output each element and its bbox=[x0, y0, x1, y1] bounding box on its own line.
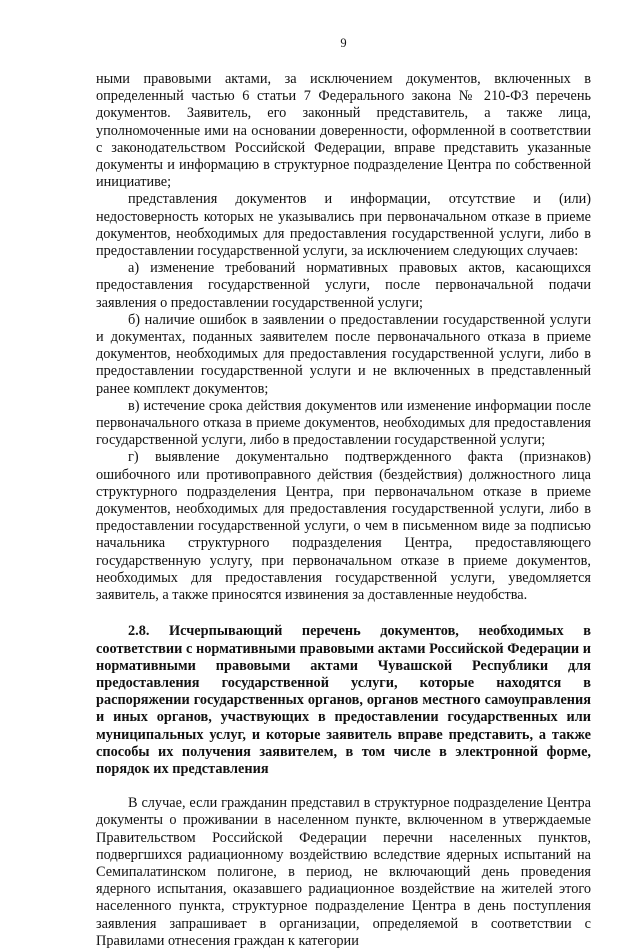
paragraph-item-a: а) изменение требований нормативных правовых актов, касающихся предоставления государственной услуги, после первоначальной подачи заявления о предоставлении государственной услуги; bbox=[96, 260, 591, 311]
paragraph-2: представления документов и информации, отсутствие и (или) недостоверность которых не указывались при первоначальном отказе в приеме документов, необходимых для предоставления государственной услуги, либо в предоставлении государственной услуги, за исключением следующих случаев: bbox=[96, 191, 591, 260]
paragraph-1: ными правовыми актами, за исключением документов, включенных в определенный частью 6 статьи 7 Федерального закона № 210-ФЗ перечень документов. Заявитель, его законный представитель, а также лица, уполномоченные ими на основании доверенности, оформленной в соответствии с законодательством Российской Федерации, вправе представить указанные документы и информацию в структурное подразделение Центра по собственной инициативе; bbox=[96, 71, 591, 191]
paragraph-item-b: б) наличие ошибок в заявлении о предоставлении государственной услуги и документах, поданных заявителем после первоначального отказа в приеме документов, необходимых для предоставления государственной услуги, либо в предоставлении государственной услуги и не включенных в представленный ранее комплект документов; bbox=[96, 311, 591, 397]
paragraph-item-v: в) истечение срока действия документов или изменение информации после первоначального отказа в приеме документов, необходимых для предоставления государственной услуги, либо в предоставлении государственной услуги; bbox=[96, 397, 591, 449]
paragraph-item-g: г) выявление документально подтвержденного факта (признаков) ошибочного или противоправного действия (бездействия) должностного лица структурного подразделения Центра, при первоначальном отказе в приеме документов, необходимых для предоставления государственной услуги, либо в предоставлении государственной услуги, о чем в письменном виде за подписью начальника структурного подразделения Центра, предоставляющего государственную услугу, при первоначальном отказе в приеме документов, необходимых для предоставления государственной услуги, уведомляется заявитель, а также приносятся извинения за доставленные неудобства. bbox=[96, 449, 591, 604]
paragraphs-before bbox=[96, 71, 591, 604]
paragraphs-after bbox=[96, 795, 591, 950]
paragraph-after-1: В случае, если гражданин представил в структурное подразделение Центра документы о проживании в населенном пункте, включенном в утверждаемые Правительством Российской Федерации перечни населенных пунктов, подвергшихся радиационному воздействию вследствие ядерных испытаний на Семипалатинском полигоне, в период, не включающий день проведения ядерного испытания, оказавшего радиационное воздействие на жителей этого населенного пункта, структурное подразделение Центра в день поступления заявления запрашивает в организации, определяемой в соответствии с Правилами отнесения граждан к категории bbox=[96, 795, 591, 949]
section-heading: 2.8. Исчерпывающий перечень документов, необходимых в соответствии с нормативными правовыми актами Российской Федерации и нормативными правовыми актами Чувашской Республики для предоставления государственной услуги, которые находятся в распоряжении государственных органов, органов местного самоуправления и иных органов, участвующих в предоставлении государственных или муниципальных услуг, и которые заявитель вправе представить, а также способы их получения заявителем, в том числе в электронной форме, порядок их представления bbox=[96, 623, 591, 777]
page-number: 9 bbox=[340, 36, 347, 50]
